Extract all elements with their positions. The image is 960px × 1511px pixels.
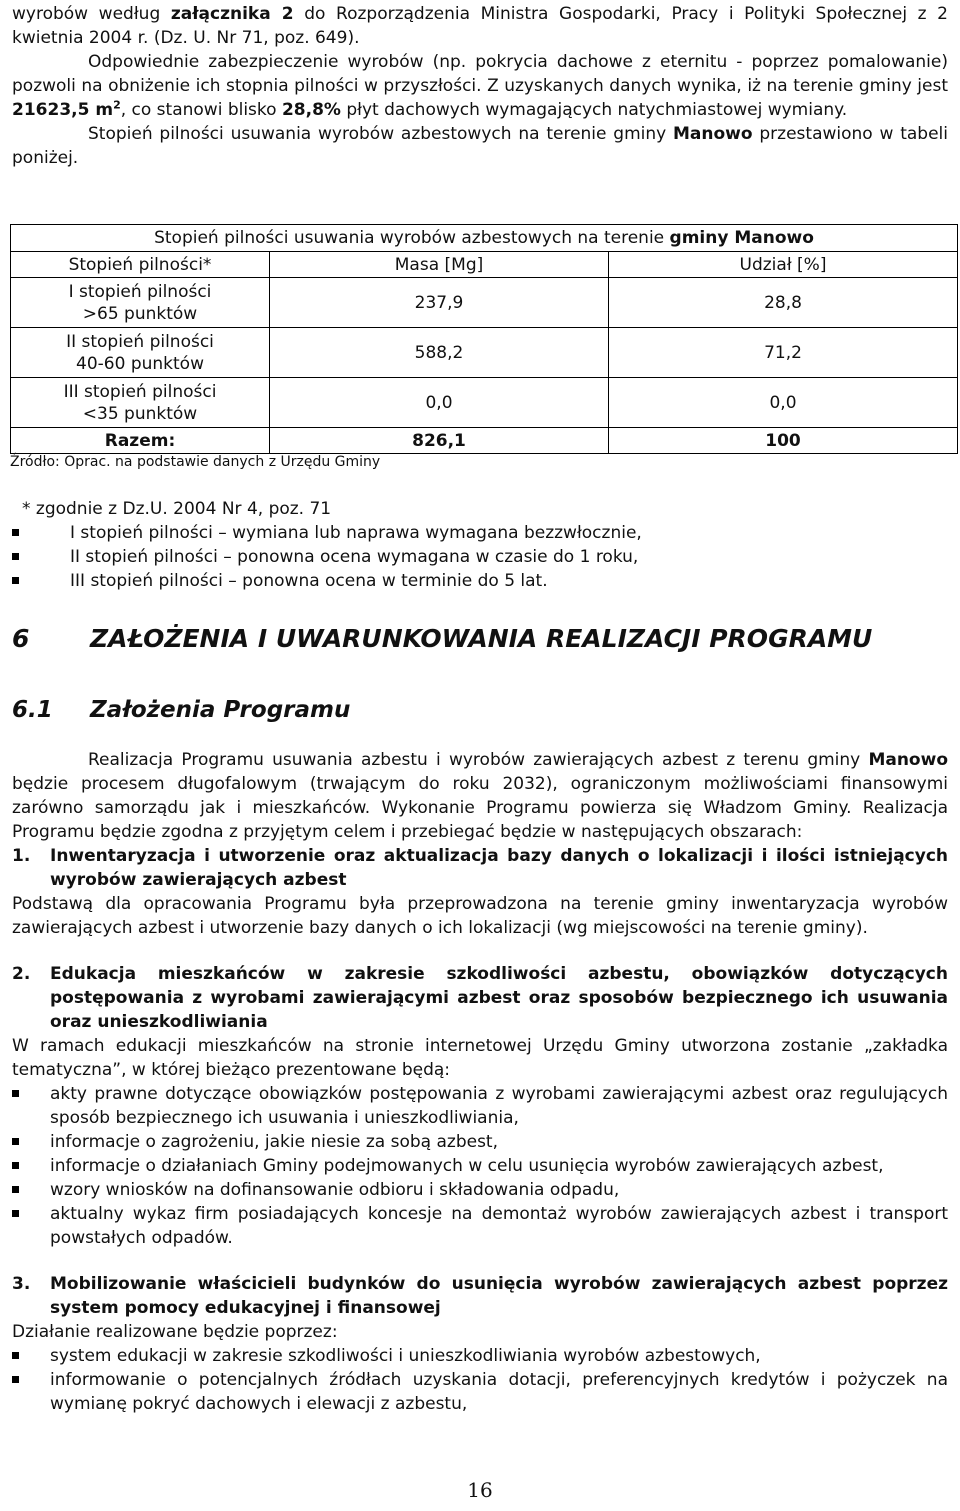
header-mass: Masa [Mg] [270, 252, 609, 278]
area-2-text: W ramach edukacji mieszkańców na stronie internetowej Urzędu Gminy utworzona zostanie „zakładka tematyczna”, w której bieżąco prezentowane będą: [12, 1036, 948, 1080]
row-label: I stopień pilności >65 punktów [11, 278, 270, 328]
row-share: 28,8 [609, 278, 958, 328]
row-mass: 0,0 [270, 378, 609, 428]
bullet-icon [12, 1210, 19, 1217]
bullet-icon [12, 529, 19, 536]
area-3-text: Działanie realizowane będzie poprzez: [12, 1322, 338, 1342]
bullet-icon [12, 553, 19, 560]
intro-paragraph-3: Stopień pilności usuwania wyrobów azbestowych na terenie gminy Manowo przestawiono w tabeli poniżej. [12, 124, 949, 168]
notes-reference: * zgodnie z Dz.U. 2004 Nr 4, poz. 71 [22, 499, 332, 519]
urgency-table [10, 224, 958, 454]
section-body [12, 748, 948, 1416]
intro-paragraph-1: wyrobów według załącznika 2 do Rozporządzenia Ministra Gospodarki, Pracy i Polityki Społecznej z 2 kwietnia 2004 r. (Dz. U. Nr 71, poz. 649). [12, 4, 948, 48]
row-label: III stopień pilności <35 punktów [11, 378, 270, 428]
table-row [11, 328, 958, 378]
list-item: akty prawne dotyczące obowiązków postępowania z wyrobami zawierającymi azbest oraz regulujących sposób bezpiecznego ich usuwania i unieszkodliwiania, [12, 1082, 948, 1130]
list-item: I stopień pilności – wymiana lub naprawa wymagana bezzwłocznie, [12, 521, 642, 545]
list-item: III stopień pilności – ponowna ocena w terminie do 5 lat. [12, 569, 642, 593]
area-1-title: 1. Inwentaryzacja i utworzenie oraz aktualizacja bazy danych o lokalizacji i ilości istniejących wyrobów zawierających azbest [12, 846, 948, 890]
total-share: 100 [609, 428, 958, 454]
bullet-icon [12, 1352, 19, 1359]
header-urgency: Stopień pilności* [11, 252, 270, 278]
list-item: wzory wniosków na dofinansowanie odbioru i składowania odpadu, [12, 1178, 948, 1202]
list-item: aktualny wykaz firm posiadających koncesje na demontaż wyrobów zawierających azbest i transport powstałych odpadów. [12, 1202, 948, 1250]
intro-section [12, 2, 948, 170]
urgency-notes [12, 497, 642, 593]
area-2-title: 2. Edukacja mieszkańców w zakresie szkodliwości azbestu, obowiązków dotyczących postępowania z wyrobami zawierającymi azbest oraz sposobów bezpiecznego ich usuwania oraz unieszkodliwiania [12, 964, 948, 1032]
area-3-title: 3. Mobilizowanie właścicieli budynków do usunięcia wyrobów zawierających azbest poprzez system pomocy edukacyjnej i finansowej [12, 1274, 948, 1318]
bullet-icon [12, 1138, 19, 1145]
row-mass: 588,2 [270, 328, 609, 378]
bullet-icon [12, 1162, 19, 1169]
area-1-text: Podstawą dla opracowania Programu była przeprowadzona na terenie gminy inwentaryzacja wyrobów zawierających azbest i utworzenie bazy danych o ich lokalizacji (wg miejscowości na terenie gminy). [12, 894, 948, 938]
total-mass: 826,1 [270, 428, 609, 454]
row-share: 0,0 [609, 378, 958, 428]
header-share: Udział [%] [609, 252, 958, 278]
table-source: Źródło: Oprac. na podstawie danych z Urzędu Gminy [10, 454, 381, 470]
list-item: II stopień pilności – ponowna ocena wymagana w czasie do 1 roku, [12, 545, 642, 569]
list-item: informacje o działaniach Gminy podejmowanych w celu usunięcia wyrobów zawierających azbest, [12, 1154, 948, 1178]
intro-paragraph-2: Odpowiednie zabezpieczenie wyrobów (np. pokrycia dachowe z eternitu - poprzez pomalowanie) pozwoli na obniżenie ich stopnia pilności w przyszłości. Z uzyskanych danych wynika, iż na terenie gminy jest 21623,5 $m^2$, co stanowi blisko 28,8% płyt dachowych wymagających natychmiastowej wymiany. [12, 52, 948, 120]
table-title: Stopień pilności usuwania wyrobów azbestowych na terenie gminy Manowo [11, 225, 958, 252]
row-mass: 237,9 [270, 278, 609, 328]
bullet-icon [12, 577, 19, 584]
total-label: Razem: [11, 428, 270, 454]
row-label: II stopień pilności 40-60 punktów [11, 328, 270, 378]
bullet-icon [12, 1186, 19, 1193]
list-item: informacje o zagrożeniu, jakie niesie za sobą azbest, [12, 1130, 948, 1154]
list-item: system edukacji w zakresie szkodliwości i unieszkodliwiania wyrobów azbestowych, [12, 1344, 948, 1368]
section-heading-6-1: 6.1 Założenia Programu [12, 697, 351, 723]
bullet-icon [12, 1090, 19, 1097]
table-total-row [11, 428, 958, 454]
page-number: 16 [467, 1478, 493, 1502]
bullet-icon [12, 1376, 19, 1383]
table-row [11, 278, 958, 328]
row-share: 71,2 [609, 328, 958, 378]
list-item: informowanie o potencjalnych źródłach uzyskania dotacji, preferencyjnych kredytów i pożyczek na wymianę pokryć dachowych i elewacji z azbestu, [12, 1368, 948, 1416]
table-row [11, 378, 958, 428]
body-intro: Realizacja Programu usuwania azbestu i wyrobów zawierających azbest z terenu gminy Manowo będzie procesem długofalowym (trwającym do roku 2032), ograniczonym możliwościami finansowymi zarówno samorządu jak i mieszkańców. Wykonanie Programu powierza się Władzom Gminy. Realizacja Programu będzie zgodna z przyjętym celem i przebiegać będzie w następujących obszarach: [12, 750, 948, 842]
